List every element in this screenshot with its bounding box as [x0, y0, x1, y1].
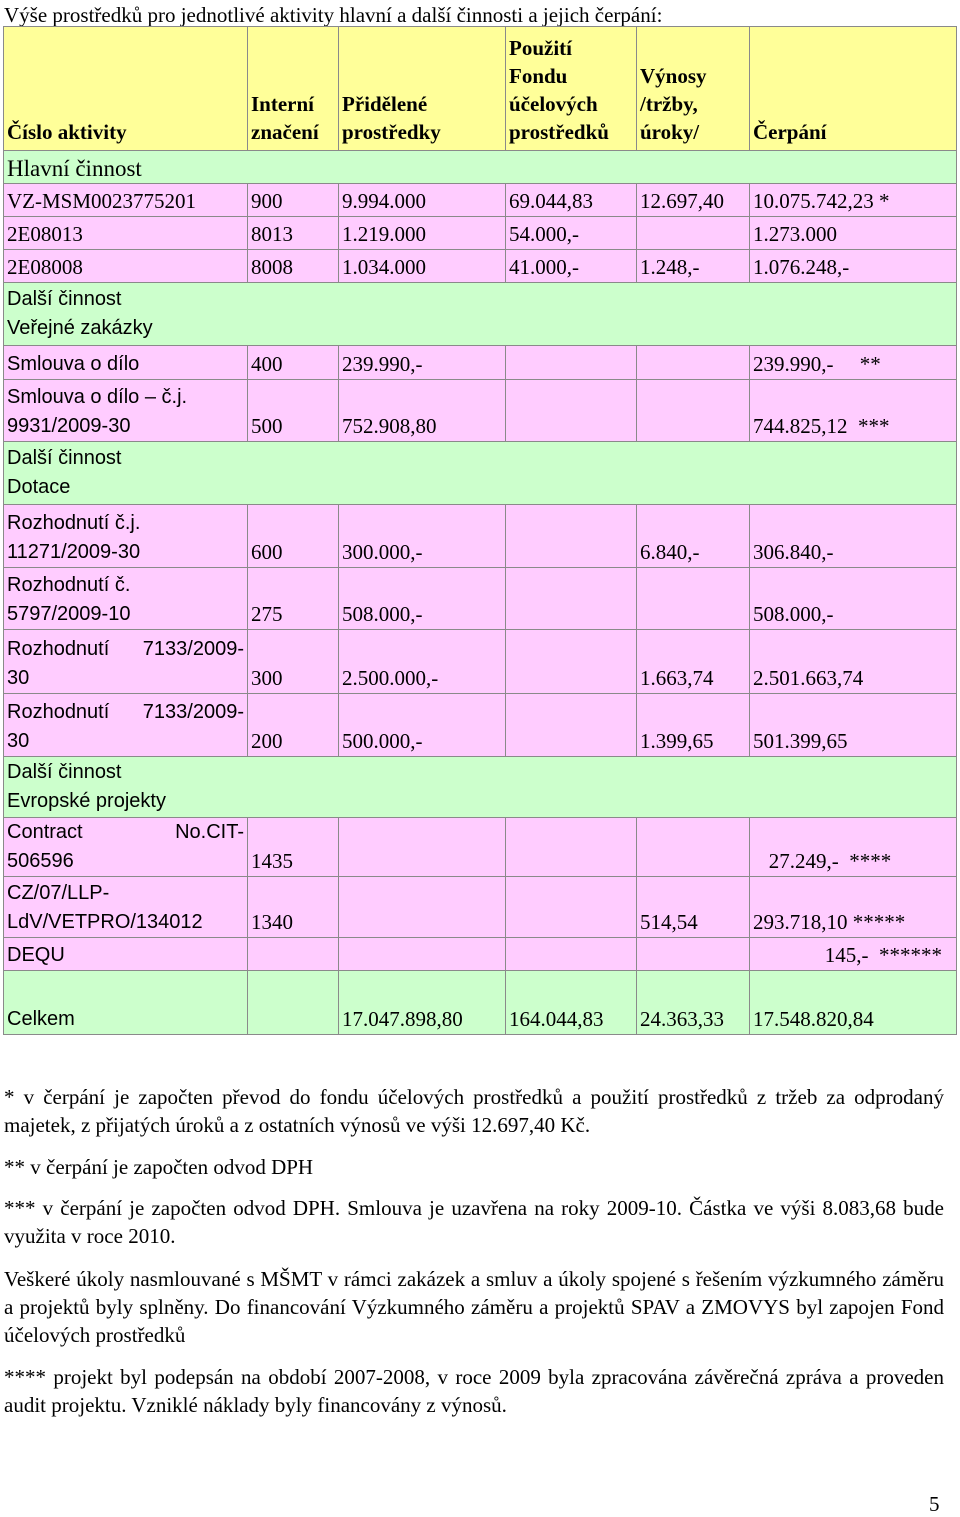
cell-code: 8008 [248, 250, 339, 283]
cell-code: 500 [248, 380, 339, 442]
spent-value: 293.718,10 [753, 910, 848, 934]
spent-value: 2.501.663,74 [753, 666, 864, 690]
total-revenue: 24.363,33 [637, 971, 750, 1035]
footnote-1: * v čerpání je započten převod do fondu účelových prostředků a použití prostředků z tržeb za odprodaný majetek, z přijatých úroků a z ostatních výnosů ve výši 12.697,40 Kč. [4, 1085, 944, 1137]
cell-allocated [339, 938, 506, 971]
cell-code: 275 [248, 568, 339, 630]
header-revenue: Výnosy /tržby, úroky/ [637, 27, 750, 151]
cell-revenue: 1.399,65 [637, 694, 750, 757]
cell-spent [750, 694, 957, 757]
activity-line-2: LdV/VETPRO/134012 [7, 911, 203, 933]
intro-text: Výše prostředků pro jednotlivé aktivity hlavní a další činnosti a jejich čerpání: [4, 3, 663, 27]
footnote-mark: ** [859, 352, 881, 376]
cell-activity [4, 877, 248, 938]
activity-line-1: Contract No.CIT- [7, 821, 244, 843]
cell-fund: 54.000,- [506, 217, 637, 250]
cell-activity: VZ-MSM0023775201 [4, 184, 248, 217]
spent-value: 10.075.742,23 [753, 189, 874, 213]
cell-spent [750, 818, 957, 877]
section-line-1: Další činnost [7, 288, 122, 310]
header-fund-usage: Použití Fondu účelových prostředků [506, 27, 637, 151]
activity-line-1: Rozhodnutí 7133/2009- [7, 701, 244, 723]
cell-fund [506, 346, 637, 380]
footnote-mark: * [879, 189, 890, 213]
footnote-mark: ***** [852, 910, 906, 934]
cell-allocated: 239.990,- [339, 346, 506, 380]
total-row [4, 971, 957, 1035]
cell-revenue: 1.248,- [637, 250, 750, 283]
cell-fund: 69.044,83 [506, 184, 637, 217]
total-fund: 164.044,83 [506, 971, 637, 1035]
cell-activity: 2E08013 [4, 217, 248, 250]
cell-revenue [637, 217, 750, 250]
table-row [4, 250, 957, 283]
cell-activity [4, 568, 248, 630]
cell-fund [506, 568, 637, 630]
spent-value: 145,- [824, 943, 869, 967]
activity-line-2: 9931/2009-30 [7, 415, 131, 437]
table-row [4, 877, 957, 938]
section-row-public-contracts [4, 283, 957, 346]
cell-revenue: 1.663,74 [637, 630, 750, 694]
cell-activity [4, 818, 248, 877]
table-row [4, 630, 957, 694]
cell-code: 600 [248, 505, 339, 568]
cell-spent [750, 250, 957, 283]
cell-fund [506, 630, 637, 694]
cell-spent [750, 217, 957, 250]
total-label: Celkem [4, 971, 248, 1035]
table-row [4, 505, 957, 568]
footnote-mark: *** [858, 414, 890, 438]
spent-value: 501.399,65 [753, 729, 848, 753]
cell-allocated: 300.000,- [339, 505, 506, 568]
activity-line-1: Rozhodnutí č. [7, 574, 131, 596]
section-label [4, 283, 957, 346]
total-allocated: 17.047.898,80 [339, 971, 506, 1035]
spent-value: 306.840,- [753, 540, 834, 564]
cell-code: 8013 [248, 217, 339, 250]
cell-spent [750, 505, 957, 568]
activity-line-2: 506596 [7, 850, 74, 872]
cell-activity: DEQU [4, 938, 248, 971]
cell-activity: 2E08008 [4, 250, 248, 283]
header-spent: Čerpání [750, 27, 957, 151]
header-activity: Číslo aktivity [4, 27, 248, 151]
cell-revenue [637, 380, 750, 442]
cell-fund: 41.000,- [506, 250, 637, 283]
table-row [4, 380, 957, 442]
cell-fund [506, 380, 637, 442]
cell-code [248, 938, 339, 971]
cell-fund [506, 818, 637, 877]
section-label [4, 757, 957, 818]
cell-allocated [339, 818, 506, 877]
footnote-2: ** v čerpání je započten odvod DPH [4, 1155, 314, 1179]
cell-activity: Smlouva o dílo [4, 346, 248, 380]
cell-fund [506, 938, 637, 971]
cell-spent [750, 184, 957, 217]
table-row [4, 818, 957, 877]
cell-spent [750, 346, 957, 380]
cell-fund [506, 505, 637, 568]
activity-line-2: 11271/2009-30 [7, 541, 141, 563]
header-internal-code: Interní značení [248, 27, 339, 151]
table-row [4, 184, 957, 217]
table-row [4, 694, 957, 757]
activity-line-2: 5797/2009-10 [7, 603, 131, 625]
section-line-2: Veřejné zakázky [7, 317, 153, 339]
cell-code: 1435 [248, 818, 339, 877]
footnote-5: **** projekt byl podepsán na období 2007-2008, v roce 2009 byla zpracována závěrečná zpráva a proveden audit projektu. Vzniklé náklady byly financovány z výnosů. [4, 1365, 944, 1417]
cell-fund [506, 877, 637, 938]
activity-line-1: Smlouva o dílo – č.j. [7, 386, 188, 408]
activity-line-2: 30 [7, 730, 30, 752]
cell-revenue: 12.697,40 [637, 184, 750, 217]
cell-activity [4, 694, 248, 757]
cell-allocated: 508.000,- [339, 568, 506, 630]
cell-activity [4, 505, 248, 568]
table-header-row [4, 27, 957, 151]
section-row-main [4, 151, 957, 184]
cell-code: 400 [248, 346, 339, 380]
spent-value: 1.076.248,- [753, 255, 850, 279]
spent-value: 1.273.000 [753, 222, 837, 246]
footnote-mark: **** [849, 849, 892, 873]
footnote-4: Veškeré úkoly nasmlouvané s MŠMT v rámci zakázek a smluv a úkoly spojené s řešením výzkumného záměru a projektů byly splněny. Do financování Výzkumného záměru a projektů SPAV a ZMOVYS byl zapojen Fond účelových prostředků [4, 1267, 944, 1347]
cell-spent [750, 568, 957, 630]
cell-spent [750, 938, 957, 971]
cell-allocated [339, 877, 506, 938]
cell-revenue [637, 818, 750, 877]
section-line-1: Další činnost [7, 761, 122, 783]
activity-funds-table [3, 26, 957, 1035]
cell-allocated: 9.994.000 [339, 184, 506, 217]
table-row [4, 938, 957, 971]
cell-code: 200 [248, 694, 339, 757]
footnote-mark: ****** [879, 943, 942, 967]
cell-activity [4, 630, 248, 694]
cell-code: 300 [248, 630, 339, 694]
activity-line-1: Rozhodnutí 7133/2009- [7, 638, 244, 660]
cell-code: 1340 [248, 877, 339, 938]
total-spent: 17.548.820,84 [750, 971, 957, 1035]
activity-line-1: Rozhodnutí č.j. [7, 512, 141, 534]
cell-allocated: 1.219.000 [339, 217, 506, 250]
header-allocated: Přidělené prostředky [339, 27, 506, 151]
spent-value: 744.825,12 [753, 414, 848, 438]
cell-allocated: 500.000,- [339, 694, 506, 757]
cell-allocated: 2.500.000,- [339, 630, 506, 694]
table-row [4, 568, 957, 630]
footnote-3: *** v čerpání je započten odvod DPH. Smlouva je uzavřena na roky 2009-10. Částka ve výši 8.083,68 bude využita v roce 2010. [4, 1196, 944, 1248]
table-row [4, 217, 957, 250]
activity-line-1: CZ/07/LLP- [7, 882, 110, 904]
total-code [248, 971, 339, 1035]
cell-fund [506, 694, 637, 757]
spent-value: 27.249,- [768, 849, 839, 873]
section-label: Hlavní činnost [4, 151, 957, 184]
cell-allocated: 752.908,80 [339, 380, 506, 442]
section-line-2: Evropské projekty [7, 790, 166, 812]
cell-revenue [637, 568, 750, 630]
section-row-grants [4, 442, 957, 505]
spent-value: 508.000,- [753, 602, 834, 626]
cell-allocated: 1.034.000 [339, 250, 506, 283]
section-label [4, 442, 957, 505]
cell-revenue: 6.840,- [637, 505, 750, 568]
cell-spent [750, 877, 957, 938]
cell-activity [4, 380, 248, 442]
page-number: 5 [929, 1492, 940, 1516]
section-line-2: Dotace [7, 476, 71, 498]
activity-line-2: 30 [7, 667, 30, 689]
section-line-1: Další činnost [7, 447, 122, 469]
cell-revenue [637, 938, 750, 971]
table-row [4, 346, 957, 380]
cell-spent [750, 630, 957, 694]
section-row-eu-projects [4, 757, 957, 818]
cell-revenue [637, 346, 750, 380]
cell-revenue: 514,54 [637, 877, 750, 938]
cell-code: 900 [248, 184, 339, 217]
spent-value: 239.990,- [753, 352, 834, 376]
cell-spent [750, 380, 957, 442]
